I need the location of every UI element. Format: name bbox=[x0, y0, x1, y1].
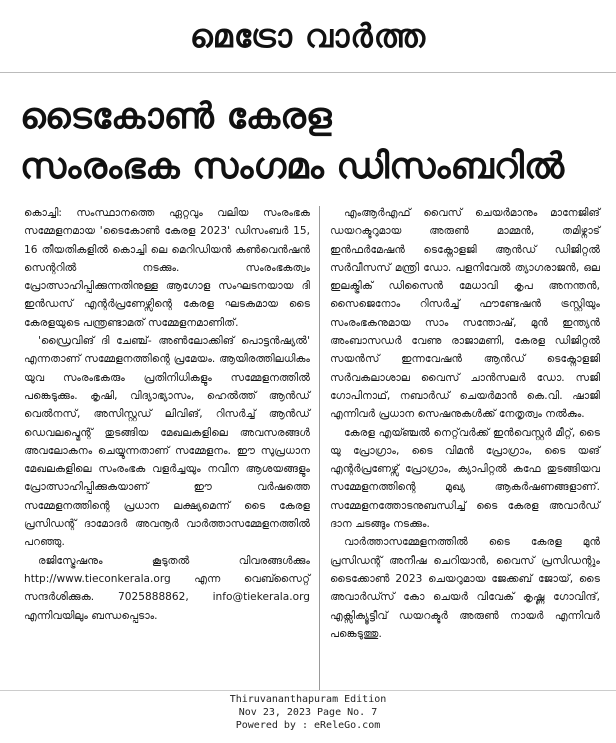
article-column-right bbox=[330, 204, 600, 643]
footer-date-page: Nov 23, 2023 Page No. 7 bbox=[238, 707, 378, 718]
article-paragraph: എംആർഎഫ് വൈസ് ചെയർമാനും മാനേജിങ് ഡയറക്ടറുമായ അരുൺ മാമ്മൻ, തമിഴ്നാട് ഇൻഫർമേഷൻ ടെക്നോളജി ആൻഡ് ഡിജിറ്റൽ സർവീസസ് മന്ത്രി ഡോ. പളനിവേൽ ത്യാഗരാജൻ, ഒല ഇലക്ട്രിക് ഡിസൈൻ മേധാവി കൃപ അനന്തൻ, സൈജെനോം റിസർച്ച് ഫൗണ്ടേഷൻ ട്രസ്റ്റിയും സംരംഭകനുമായ സാം സന്തോഷ്, മുൻ ഇന്ത്യൻ അംബാസഡർ വേണു രാജാമണി, കേരള ഡിജിറ്റൽ സയൻസ് ഇന്നവേഷൻ ആൻഡ് ടെക്നോളജി സർവകലാശാല വൈസ് ചാൻസലർ ഡോ. സജി ഗോപിനാഥ്, നബാർഡ് ചെയർമാൻ കെ.വി. ഷാജി എന്നിവർ പ്രധാന സെഷനുകൾക്ക് നേതൃത്വം നൽകും. bbox=[330, 207, 600, 421]
headline-line-2: സംരംഭക സംഗമം ഡിസംബറിൽ bbox=[20, 146, 565, 187]
footer-edition: Thiruvananthapuram Edition bbox=[229, 694, 387, 705]
headline-line-1: ടൈകോൺ കേരള bbox=[20, 96, 332, 137]
article-paragraph: കേരള എയ്ഞ്ചൽ നെറ്റ്‌വർക്ക് ഇൻവെസ്റ്റർ മീറ്റ്, ടൈ യു പ്രോഗ്രാം, ടൈ വിമൻ പ്രോഗ്രാം, ടൈ യങ് എന്റർപ്രണേഴ്സ് പ്രോഗ്രാം, ക്യാപിറ്റൽ കഫേ തുടങ്ങിയവ സമ്മേളനത്തിന്റെ മുഖ്യ ആകർഷണങ്ങളാണ്. സമ്മേളനത്തോടനുബന്ധിച്ച് ടൈ കേരള അവാർഡ് ദാന ചടങ്ങും നടക്കും. bbox=[330, 426, 600, 531]
article-paragraph: 'ഡ്രൈവിങ് ദി ചേഞ്ച്- അൺലോക്കിങ് പൊട്ടൻഷ്യൽ' എന്നതാണ് സമ്മേളനത്തിന്റെ പ്രമേയം. ആയിരത്തിലധികം യുവ സംരംഭകരും പ്രതിനിധികളും സമ്മേളനത്തിൽ പങ്കെടുക്കും. കൃഷി, വിദ്യാഭ്യാസം, ഹെൽത്ത് ആൻഡ് വെൽനസ്, അസിസ്റ്റഡ് ലിവിങ്, റിസർച്ച് ആൻഡ് ഡെവലപ്മെന്റ് തുടങ്ങിയ മേഖലകളിലെ അവസരങ്ങൾ അവലോകനം ചെയ്യുന്നതാണ് സമ്മേളനം. ഈ സുപ്രധാന മേഖലകളിലെ സംരംഭക വളർച്ചയും നവീന ആശയങ്ങളും പ്രോത്സാഹിപ്പിക്കുകയാണ് ഈ വർഷത്തെ സമ്മേളനത്തിന്റെ പ്രധാന ലക്ഷ്യമെന്ന് ടൈ കേരള പ്രസിഡന്റ് ദാമോദർ അവനൂർ വാർത്താസമ്മേളനത്തിൽ പറഞ്ഞു. bbox=[24, 335, 310, 549]
masthead-title: മെട്രോ വാർത്ത bbox=[189, 17, 427, 55]
footer-powered-by: Powered by : eReleGo.com bbox=[235, 720, 381, 731]
masthead-divider bbox=[0, 72, 616, 73]
article-paragraph: രജിസ്ട്രേഷനും കൂടുതൽ വിവരങ്ങൾക്കും http://www.tieconkerala.org എന്ന വെബ്സൈറ്റ് സന്ദർശിക്കുക. 7025888862, info@tiekerala.org എന്നിവയിലും ബന്ധപ്പെടാം. bbox=[24, 554, 310, 622]
article-paragraph: വാർത്താസമ്മേളനത്തിൽ ടൈ കേരള മുൻ പ്രസിഡന്റ് അനീഷ ചെറിയാൻ, വൈസ് പ്രസിഡന്റും ടൈക്കോൺ 2023 ചെയറുമായ ജേക്കബ് ജോയ്, ടൈ അവാർഡ്സ് കോ ചെയർ വിവേക് കൃഷ്ണ ഗോവിന്ദ്, എക്സിക്യൂട്ടീവ് ഡയറക്ടർ അരുൺ നായർ എന്നിവർ പങ്കെടുത്തു. bbox=[330, 536, 600, 640]
article-column-left bbox=[24, 204, 310, 625]
page-footer bbox=[0, 690, 616, 743]
article-headline bbox=[20, 92, 610, 192]
article-paragraph: കൊച്ചി: സംസ്ഥാനത്തെ ഏറ്റവും വലിയ സംരംഭക സമ്മേളനമായ 'ടൈകോൺ കേരള 2023' ഡിസംബർ 15, 16 തീയതികളിൽ കൊച്ചി ലെ മെറിഡിയൻ കൺവെൻഷൻ സെന്ററിൽ നടക്കും. സംരംഭകത്വം പ്രോത്സാഹിപ്പിക്കുന്നതിനുള്ള ആഗോള സംഘടനയായ ദി ഇൻഡസ് എന്റർപ്രണേഴ്സിന്റെ കേരള ഘടകമായ ടൈ കേരളയുടെ പന്ത്രണ്ടാമത് സമ്മേളനമാണിത്. bbox=[24, 207, 310, 329]
column-divider bbox=[319, 206, 320, 690]
